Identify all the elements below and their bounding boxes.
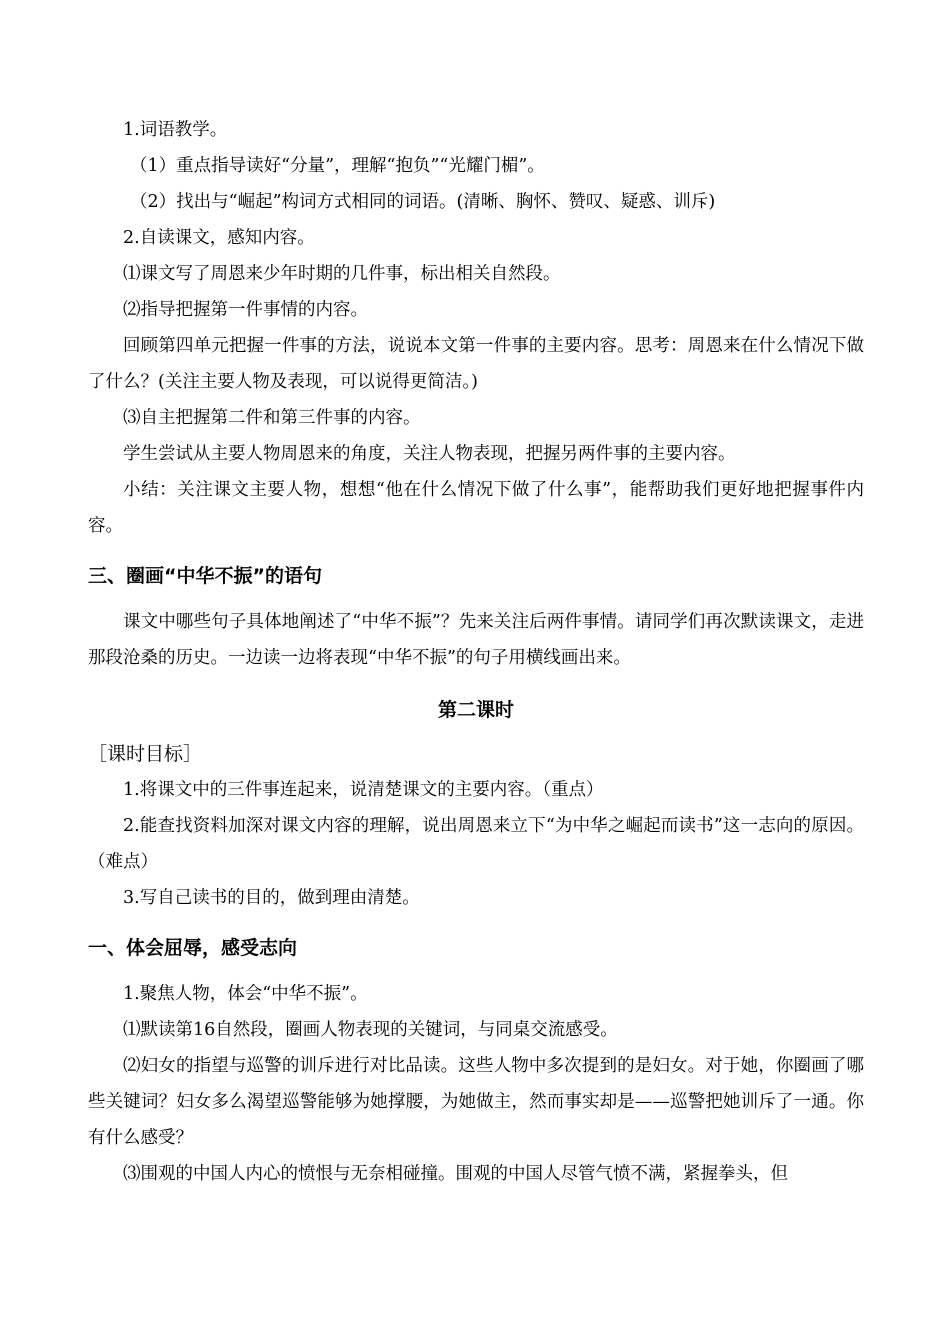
- paragraph: （1）重点指导读好“分量”，理解“抱负”“光耀门楣”。: [130, 156, 545, 176]
- paragraph: 3.写自己读书的目的，做到理由清楚。: [123, 888, 420, 908]
- paragraph: ⑴默读第16自然段，圈画人物表现的关键词，与同桌交流感受。: [123, 1020, 618, 1040]
- section-heading: 一、体会屈辱，感受志向: [88, 937, 298, 959]
- paragraph: 1.聚焦人物，体会“中华不振”。: [123, 984, 368, 1004]
- paragraph: 学生尝试从主要人物周恩来的角度，关注人物表现，把握另两件事的主要内容。: [123, 444, 736, 464]
- document-body: [88, 112, 864, 1192]
- paragraph: 2.能查找资料加深对课文内容的理解，说出周恩来立下“为中华之崛起而读书”这一志向的原因。（难点）: [88, 816, 864, 872]
- paragraph: ⑴课文写了周恩来少年时期的几件事，标出相关自然段。: [123, 264, 561, 284]
- paragraph: 小结：关注课文主要人物，想想“他在什么情况下做了什么事”，能帮助我们更好地把握事件内容。: [88, 480, 864, 536]
- section-heading: 三、圈画“中华不振”的语句: [88, 565, 322, 587]
- paragraph: 2.自读课文，感知内容。: [123, 228, 315, 248]
- paragraph: 回顾第四单元把握一件事的方法，说说本文第一件事的主要内容。思考：周恩来在什么情况下做了什么？(关注主要人物及表现，可以说得更简洁。): [88, 336, 864, 392]
- objectives-heading: ［课时目标］: [88, 743, 203, 765]
- paragraph: 1.将课文中的三件事连起来，说清楚课文的主要内容。（重点）: [123, 780, 604, 800]
- paragraph: ⑶围观的中国人内心的愤恨与无奈相碰撞。围观的中国人尽管气愤不满，紧握拳头，但: [123, 1164, 788, 1184]
- lesson-title: 第二课时: [437, 699, 514, 721]
- paragraph: 1.词语教学。: [123, 120, 228, 140]
- paragraph: （2）找出与“崛起”构词方式相同的词语。(清晰、胸怀、赞叹、疑惑、训斥): [130, 192, 716, 212]
- paragraph: ⑵妇女的指望与巡警的训斥进行对比品读。这些人物中多次提到的是妇女。对于她，你圈画了哪些关键词？妇女多么渴望巡警能够为她撑腰，为她做主，然而事实却是——巡警把她训斥了一通。你有什么感受？: [88, 1056, 864, 1148]
- paragraph: 课文中哪些句子具体地阐述了“中华不振”？先来关注后两件事情。请同学们再次默读课文，走进那段沧桑的历史。一边读一边将表现“中华不振”的句子用横线画出来。: [88, 612, 864, 668]
- paragraph: ⑶自主把握第二件和第三件事的内容。: [123, 408, 421, 428]
- paragraph: ⑵指导把握第一件事情的内容。: [123, 300, 368, 320]
